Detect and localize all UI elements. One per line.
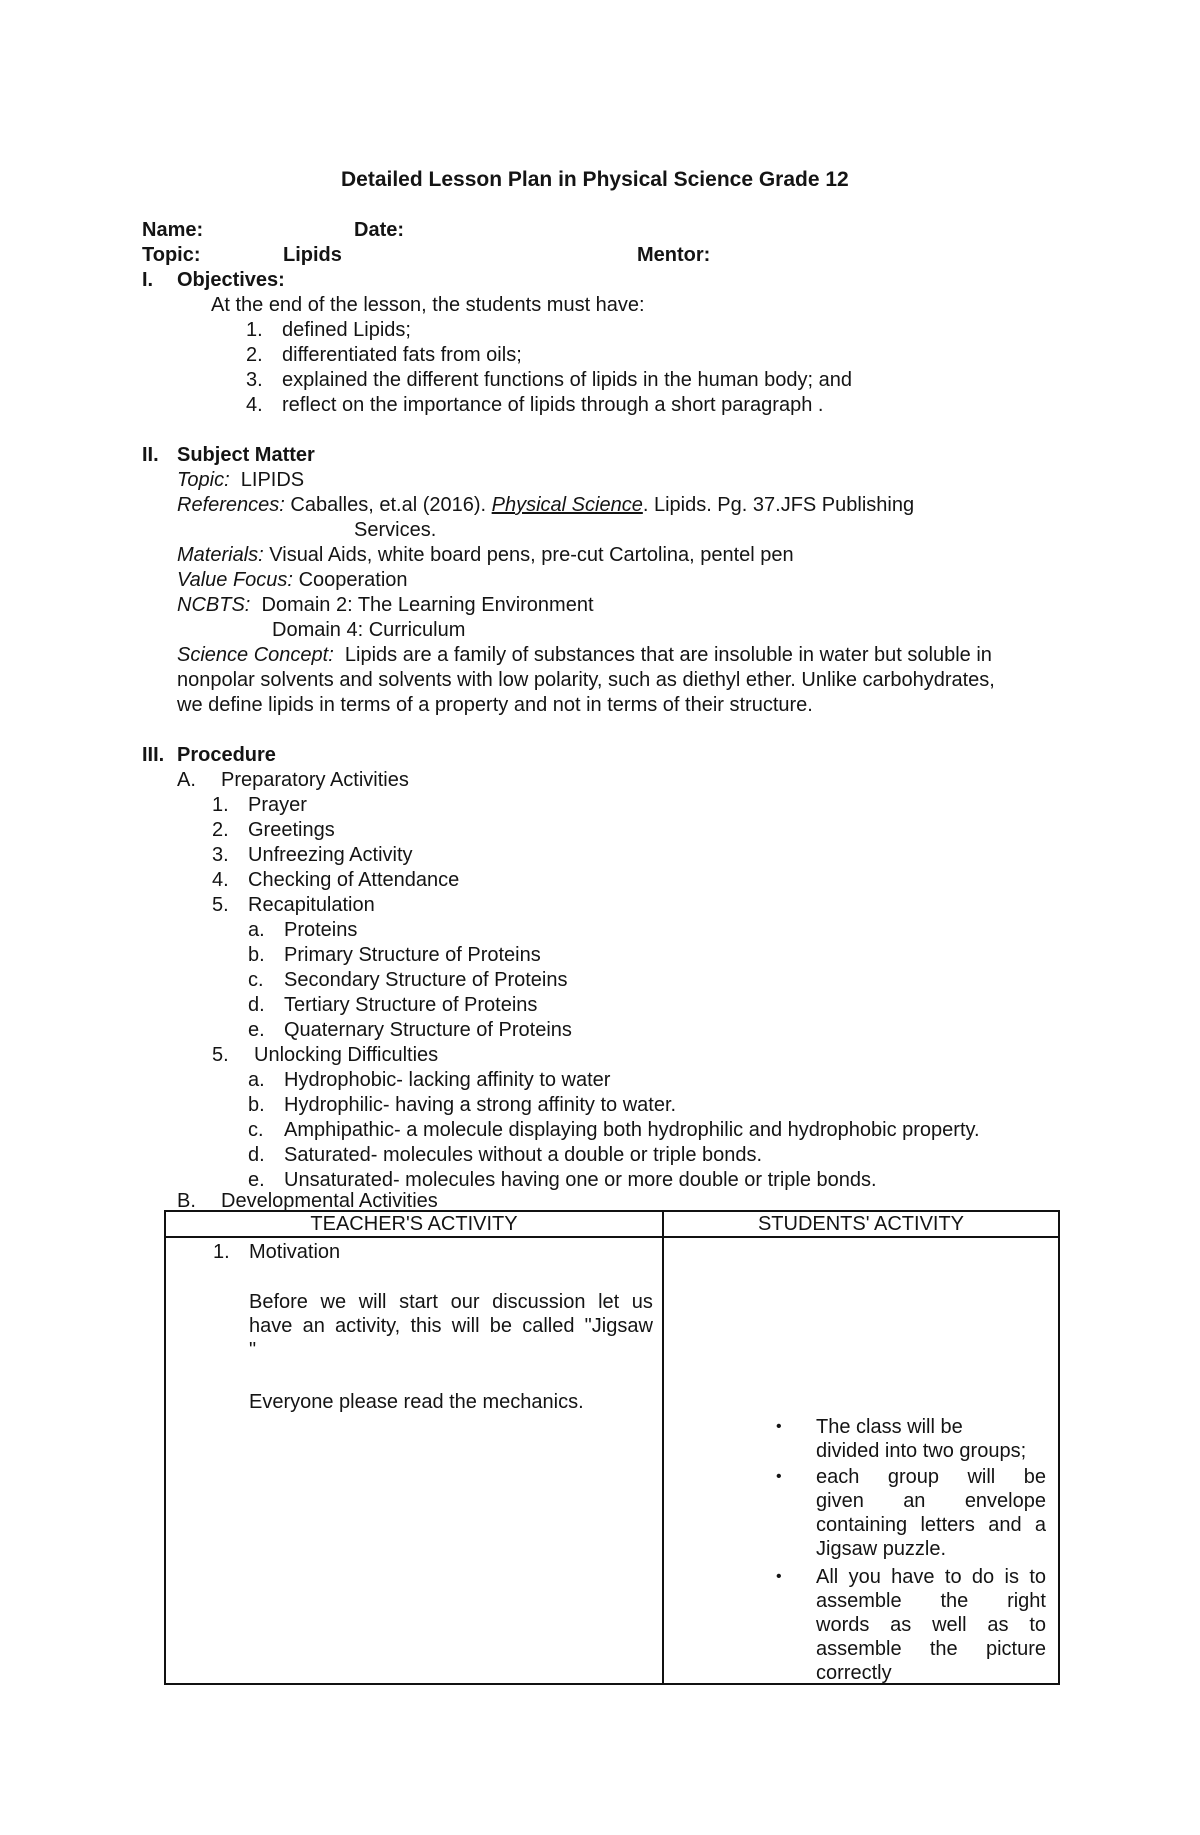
word: assemble <box>816 1590 902 1612</box>
sm-value-focus: Value Focus: Cooperation <box>177 569 408 591</box>
word: an <box>903 1490 926 1512</box>
unlock-item: e. Unsaturated- molecules having one or more double or triple bonds. <box>248 1169 877 1191</box>
word: the <box>940 1590 969 1612</box>
word: a <box>1034 1514 1046 1536</box>
word: given <box>816 1490 864 1512</box>
word: have <box>249 1315 293 1337</box>
word: "Jigsaw <box>584 1315 653 1337</box>
unlock-item: b. Hydrophilic- having a strong affinity to water. <box>248 1094 677 1116</box>
teacher-activity-cell <box>165 1237 663 1684</box>
word: to <box>1029 1614 1046 1636</box>
topic-value: Lipids <box>283 244 342 266</box>
word: is <box>1004 1566 1019 1588</box>
section-heading: Procedure <box>177 744 276 766</box>
objective-item: 1. defined Lipids; <box>246 319 411 341</box>
student-bullet-1: The class will be divided into two groups; <box>816 1415 1046 1463</box>
word: we <box>320 1291 347 1313</box>
unlock-item: c. Amphipathic- a molecule displaying both hydrophilic and hydrophobic property. <box>248 1119 980 1141</box>
word: the <box>929 1638 958 1660</box>
section-number: III. <box>142 744 165 766</box>
objective-item: 3. explained the different functions of lipids in the human body; and <box>246 369 853 391</box>
word: called <box>522 1315 575 1337</box>
name-label: Name: <box>142 219 204 241</box>
student-bullet-3: All you have to do is to assemble the right words as well as to assemble the picture correctly <box>816 1566 1046 1684</box>
reference-book-title: Physical Science <box>491 494 643 516</box>
sm-references-cont: Services. <box>354 519 437 541</box>
word: our <box>450 1291 480 1313</box>
prep-item: 4. Checking of Attendance <box>212 869 460 891</box>
recap-item: c. Secondary Structure of Proteins <box>248 969 568 991</box>
sm-science-concept-line3: we define lipids in terms of a property and not in terms of their structure. <box>177 694 813 716</box>
word: this <box>410 1315 442 1337</box>
word: right <box>1007 1590 1046 1612</box>
word: containing <box>816 1514 908 1536</box>
word: to <box>1029 1566 1046 1588</box>
word: discussion <box>492 1291 586 1313</box>
word: Before <box>249 1291 308 1313</box>
subject-matter-heading <box>142 443 315 467</box>
recap-item: d. Tertiary Structure of Proteins <box>248 994 538 1016</box>
word: words <box>816 1614 870 1636</box>
developmental-activities-heading: B. Developmental Activities <box>177 1190 438 1212</box>
word: let <box>598 1291 620 1313</box>
students-activity-header: STUDENTS' ACTIVITY <box>663 1211 1059 1237</box>
word: All <box>816 1566 839 1588</box>
student-bullet-2: each group will be given an envelope containing letters and a Jigsaw puzzle. <box>816 1466 1046 1560</box>
word: you <box>848 1566 881 1588</box>
table-row <box>165 1237 1059 1684</box>
unlocking-difficulties-heading: 5. Unlocking Difficulties <box>212 1044 439 1066</box>
word: start <box>399 1291 438 1313</box>
word: be <box>1023 1466 1046 1488</box>
objective-item: 4. reflect on the importance of lipids through a short paragraph . <box>246 394 824 416</box>
word: and <box>988 1514 1022 1536</box>
word: us <box>631 1291 653 1313</box>
word: an <box>302 1315 325 1337</box>
word: activity, <box>335 1315 401 1337</box>
section-heading: Subject Matter <box>177 444 315 466</box>
prep-item: 2. Greetings <box>212 819 335 841</box>
teacher-activity-header: TEACHER'S ACTIVITY <box>165 1211 663 1237</box>
unlock-item: a. Hydrophobic- lacking affinity to water <box>248 1069 611 1091</box>
prep-item: 1. Prayer <box>212 794 307 816</box>
word: will <box>358 1291 387 1313</box>
prep-item: 5. Recapitulation <box>212 894 375 916</box>
recap-item: e. Quaternary Structure of Proteins <box>248 1019 572 1041</box>
objectives-heading <box>142 268 285 292</box>
bullet-icon: • <box>776 1568 782 1585</box>
sm-topic: Topic: LIPIDS <box>177 469 305 491</box>
sm-materials: Materials: Visual Aids, white board pens, pre-cut Cartolina, pentel pen <box>177 544 794 566</box>
teacher-paragraph-1: Before we will start our discussion let us have an activity, this will be called "Jigsaw " <box>249 1291 653 1361</box>
sm-science-concept-line2: nonpolar solvents and solvents with low polarity, such as diethyl ether. Unlike carbohydrates, <box>177 669 995 691</box>
teacher-paragraph-2: Everyone please read the mechanics. <box>249 1391 584 1413</box>
motivation-item: 1. Motivation <box>213 1241 341 1263</box>
recap-item: a. Proteins <box>248 919 358 941</box>
word: as <box>987 1614 1009 1636</box>
word: do <box>971 1566 995 1588</box>
word: envelope <box>964 1490 1046 1512</box>
word: will <box>967 1466 996 1488</box>
word: letters <box>920 1514 975 1536</box>
mentor-label: Mentor: <box>637 244 711 266</box>
bullet-icon: • <box>776 1468 782 1485</box>
sm-science-concept: Science Concept: Lipids are a family of substances that are insoluble in water but soluble in <box>177 644 992 666</box>
objective-item: 2. differentiated fats from oils; <box>246 344 522 366</box>
word: as <box>890 1614 912 1636</box>
prep-item: 3. Unfreezing Activity <box>212 844 413 866</box>
word: assemble <box>816 1638 902 1660</box>
word: each <box>816 1466 860 1488</box>
objectives-intro: At the end of the lesson, the students must have: <box>211 294 645 316</box>
date-label: Date: <box>354 219 405 241</box>
word: have <box>891 1566 935 1588</box>
preparatory-activities-heading: A. Preparatory Activities <box>177 769 409 791</box>
students-activity-cell <box>663 1237 1059 1684</box>
bullet-icon: • <box>776 1418 782 1435</box>
developmental-activities-table <box>164 1210 1060 1685</box>
sm-references: References: Caballes, et.al (2016). Physical Science. Lipids. Pg. 37.JFS Publishing <box>177 494 915 516</box>
section-number: II. <box>142 444 159 466</box>
justified-line: The class will be <box>816 1416 963 1438</box>
sm-ncbts-line2: Domain 4: Curriculum <box>272 619 466 641</box>
page-title: Detailed Lesson Plan in Physical Science Grade 12 <box>341 168 849 191</box>
word: be <box>489 1315 512 1337</box>
unlock-item: d. Saturated- molecules without a double or triple bonds. <box>248 1144 763 1166</box>
table-header-row <box>165 1211 1059 1237</box>
recap-item: b. Primary Structure of Proteins <box>248 944 541 966</box>
word: to <box>944 1566 962 1588</box>
topic-label: Topic: <box>142 244 201 266</box>
word: group <box>887 1466 939 1488</box>
word: will <box>451 1315 480 1337</box>
word: well <box>932 1614 967 1636</box>
section-number: I. <box>142 269 154 291</box>
procedure-heading <box>142 743 276 767</box>
sm-ncbts: NCBTS: Domain 2: The Learning Environment <box>177 594 594 616</box>
word: picture <box>985 1638 1046 1660</box>
section-heading: Objectives: <box>177 269 285 291</box>
